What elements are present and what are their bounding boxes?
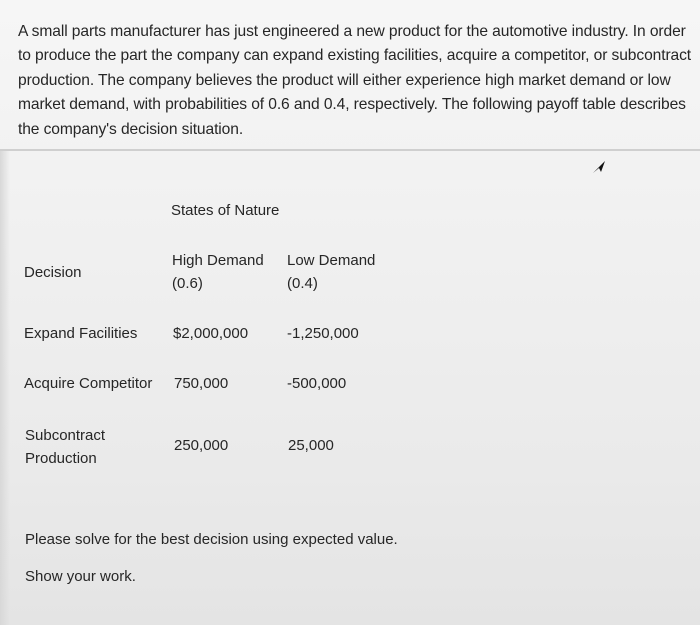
section-divider — [0, 149, 700, 151]
payoff-subcontract-high: 250,000 — [174, 437, 229, 454]
low-demand-header: Low Demand — [287, 252, 376, 269]
high-demand-header: High Demand — [172, 252, 264, 269]
decision-subcontract-line2: Production — [25, 450, 97, 467]
mouse-pointer-icon — [592, 160, 606, 174]
states-of-nature-header: States of Nature — [171, 202, 280, 219]
payoff-subcontract-low: 25,000 — [288, 437, 334, 454]
decision-header: Decision — [24, 264, 82, 281]
left-shadow — [0, 151, 10, 625]
problem-statement: A small parts manufacturer has just engineered a new product for the automotive industry. In order to produce the part the company can expand existing facilities, acquire a competitor, or subcontract production. The company believes the product will either experience high market demand or low market demand, with probabilities of 0.6 and 0.4, respectively. The following payoff table describes the company's decision situation. — [18, 23, 692, 138]
payoff-acquire-high: 750,000 — [174, 375, 229, 392]
decision-expand-facilities: Expand Facilities — [24, 325, 138, 342]
decision-subcontract-line1: Subcontract — [25, 427, 106, 444]
low-demand-probability: (0.4) — [287, 275, 318, 292]
payoff-expand-low: -1,250,000 — [287, 325, 359, 342]
show-work-instruction: Show your work. — [25, 568, 136, 585]
decision-acquire-competitor: Acquire Competitor — [24, 375, 153, 392]
payoff-acquire-low: -500,000 — [287, 375, 347, 392]
question-prompt: Please solve for the best decision using expected value. — [25, 531, 398, 548]
high-demand-probability: (0.6) — [172, 275, 203, 292]
payoff-expand-high: $2,000,000 — [173, 325, 249, 342]
